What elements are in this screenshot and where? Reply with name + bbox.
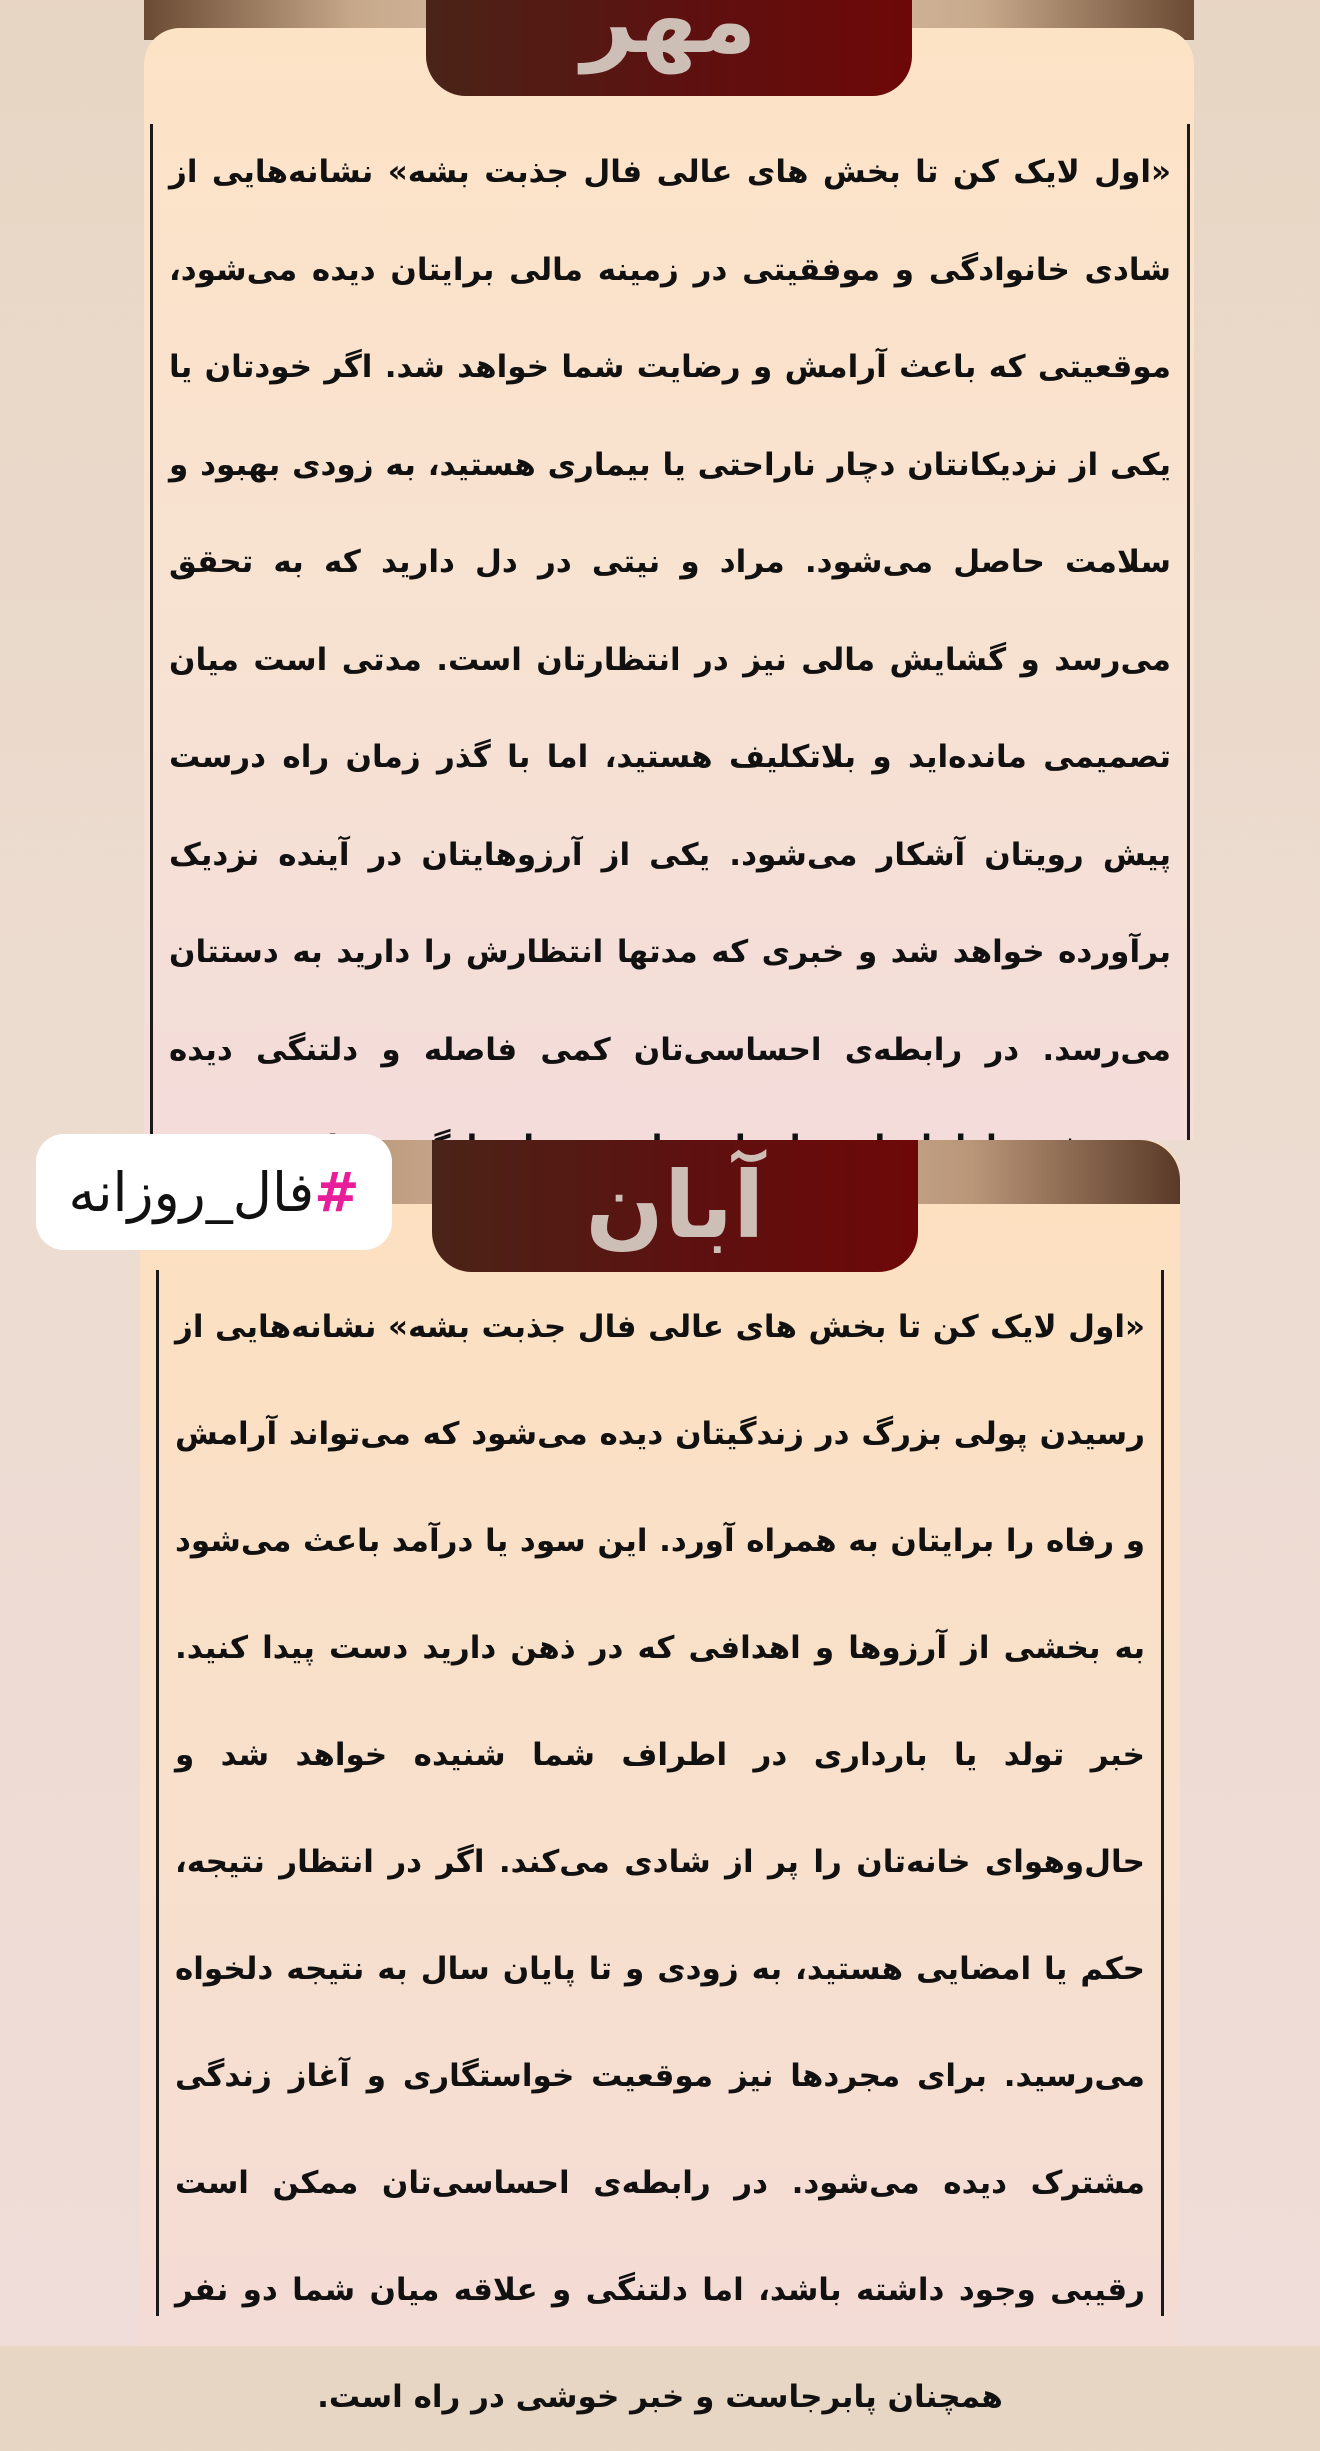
month-title-tab-aban [432,1140,918,1272]
hashtag-text: فال_روزانه [68,1160,315,1224]
month-title-tab-mehr [426,0,912,96]
hashtag-sticker[interactable] [36,1134,392,1250]
fortune-text-mehr: «اول لایک کن تا بخش های عالی فال جذبت بشه» نشانه‌هایی از شادی خانوادگی و موفقیتی در زمینه مالی برایتان دیده می‌شود، موقعیتی که باعث آرامش و رضایت شما خواهد شد. اگر خودتان یا یکی از نزدیکانتان دچار ناراحتی یا بیماری هستید، به زودی بهبود و سلامت حاصل می‌شود. مراد و نیتی در دل دارید که به تحقق می‌رسد و گشایش مالی نیز در انتظارتان است. مدتی است میان تصمیمی مانده‌اید و بلاتکلیف هستید، اما با گذر زمان راه درست پیش رویتان آشکار می‌شود. یکی از آرزوهایتان در آینده نزدیک برآورده خواهد شد و خبری که مدتها انتظارش را دارید به دستتان می‌رسد. در رابطه‌ی احساسی‌تان کمی فاصله و دلتنگی دیده [150,124,1190,1140]
hash-symbol: # [314,1160,360,1224]
month-title: مهر [581,0,757,74]
fortune-text-aban: «اول لایک کن تا بخش های عالی فال جذبت بشه» نشانه‌هایی از رسیدن پولی بزرگ در زندگیتان دیده می‌شود که می‌تواند آرامش و رفاه را برایتان به همراه آورد. این سود یا درآمد باعث می‌شود به بخشی از آرزوها و اهدافی که در ذهن دارید دست پیدا کنید. خبر تولد یا بارداری در اطراف شما شنیده خواهد شد و حال‌وهوای خانه‌تان را پر از شادی می‌کند. اگر در انتظار نتیجه، حکم یا امضایی هستید، به زودی و تا پایان سال به نتیجه دلخواه می‌رسید. برای مجردها نیز موقعیت خواستگاری و آغاز زندگی مشترک دیده می‌شود. در رابطه‌ی احساسی‌تان ممکن است رقیبی وجود داشته باشد، اما دلتنگی و علاقه میان شما دو نفر همچنان پابرجاست و خبر خوشی در راه است. [156,1270,1164,2316]
month-title: آبان [585,1152,765,1259]
